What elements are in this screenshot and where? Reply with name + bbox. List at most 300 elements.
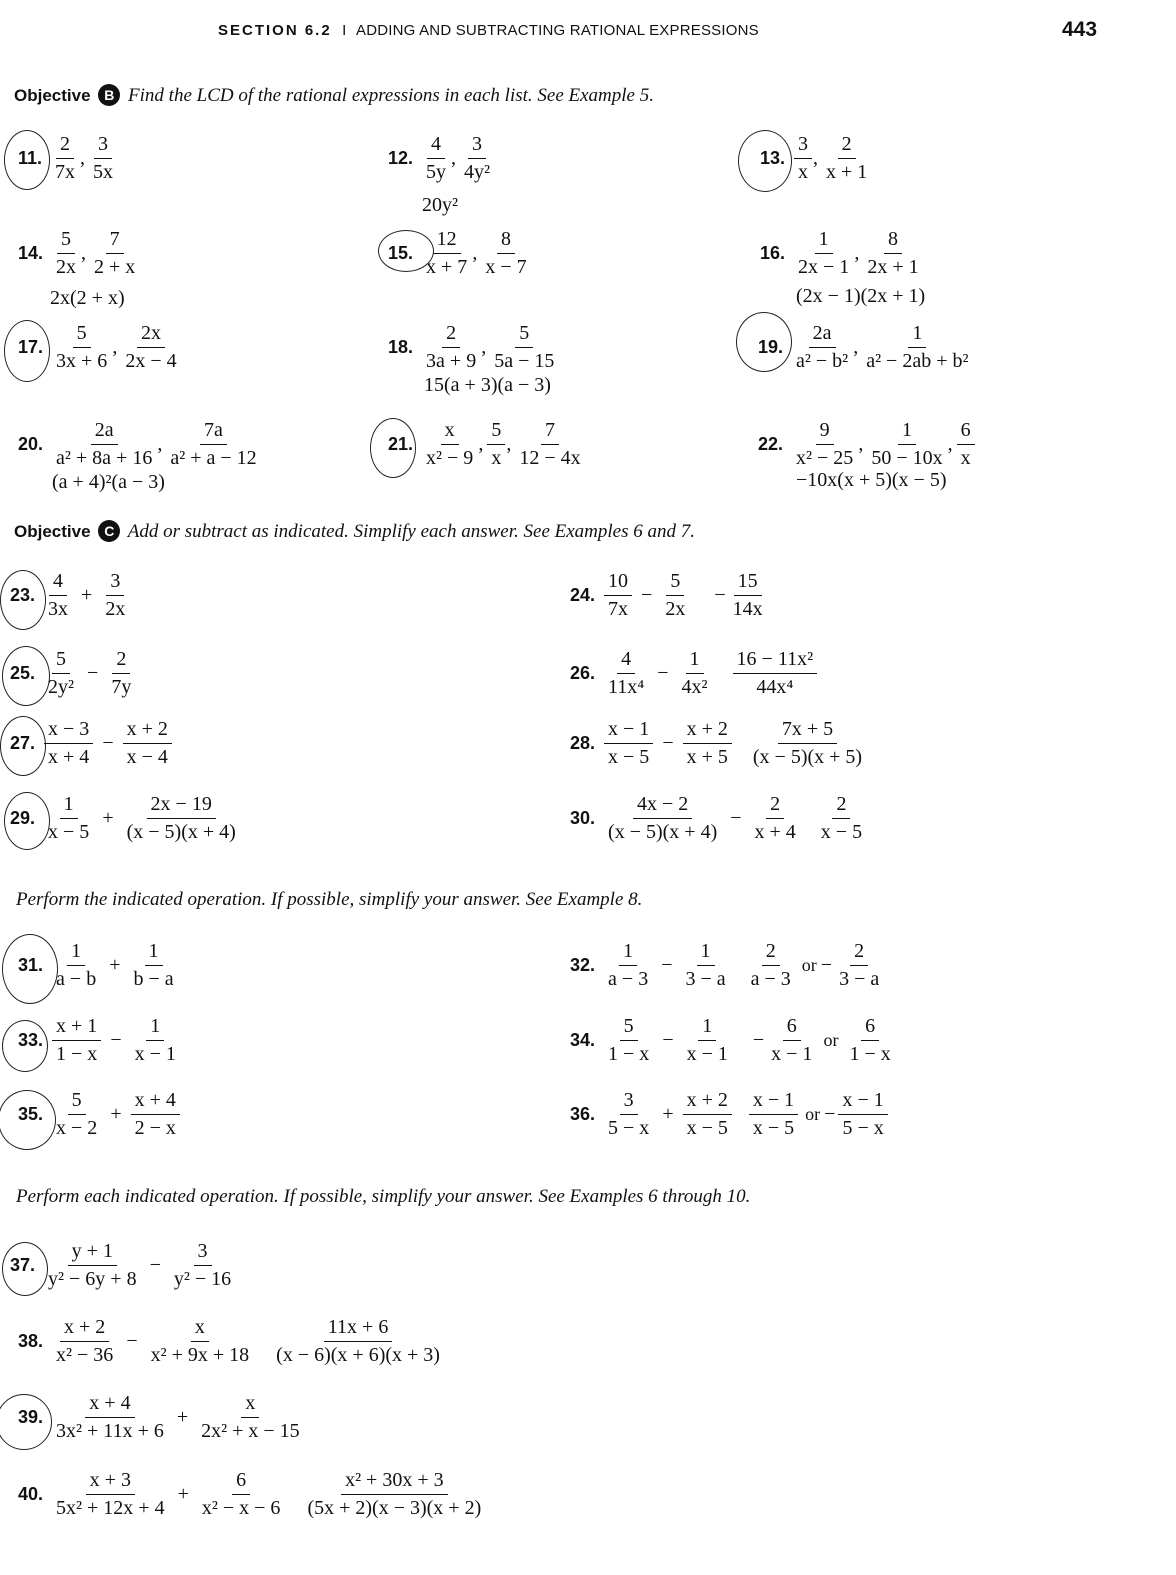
denominator: (x − 5)(x + 4) <box>126 821 236 843</box>
fraction <box>52 940 100 991</box>
fraction <box>862 322 972 373</box>
numerator: 2a <box>91 419 118 445</box>
comma: , <box>481 336 487 358</box>
fraction <box>170 1240 235 1291</box>
numerator: x + 2 <box>123 718 172 744</box>
numerator: 4 <box>427 133 445 159</box>
numerator: 6 <box>861 1015 879 1041</box>
numerator: 6 <box>783 1015 801 1041</box>
denominator: y² − 6y + 8 <box>48 1268 137 1290</box>
problem-number: 16. <box>760 243 786 263</box>
numerator: x + 4 <box>131 1089 180 1115</box>
running-header <box>218 22 759 39</box>
operator: − <box>662 732 674 754</box>
denominator: 5 − x <box>608 1117 650 1139</box>
problem-30 <box>570 793 869 844</box>
numerator: 6 <box>232 1469 250 1495</box>
numerator: 1 <box>67 940 85 966</box>
denominator: 3x² + 11x + 6 <box>56 1420 164 1442</box>
denominator: 4x² <box>681 676 708 698</box>
fraction <box>863 228 922 279</box>
fraction <box>661 570 689 621</box>
fraction <box>604 570 632 621</box>
problem-28 <box>570 718 869 769</box>
numerator: 4x − 2 <box>633 793 692 819</box>
denominator: 2x <box>56 256 77 278</box>
denominator: y² − 16 <box>173 1268 232 1290</box>
fraction <box>604 718 653 769</box>
answer-18: 15(a + 3)(a − 3) <box>424 374 551 396</box>
numerator: 7 <box>106 228 124 254</box>
numerator: 9 <box>816 419 834 445</box>
problem-26 <box>570 648 820 699</box>
header-divider: I <box>342 22 347 39</box>
problem-18 <box>388 322 561 373</box>
fraction <box>460 133 494 184</box>
operator: − <box>149 1254 161 1276</box>
numerator: 5 <box>487 419 505 445</box>
fraction <box>481 228 530 279</box>
problem-number: 39. <box>18 1407 44 1427</box>
denominator: a − 3 <box>750 968 791 990</box>
denominator: x <box>491 447 502 469</box>
fraction <box>129 940 177 991</box>
numerator: 5 <box>620 1015 638 1041</box>
operator: − <box>661 954 673 976</box>
denominator: 5y <box>426 161 447 183</box>
fraction <box>147 1316 254 1367</box>
problem-number: 24. <box>570 585 596 605</box>
fraction <box>52 1089 101 1140</box>
problem-number: 18. <box>388 337 414 357</box>
answer-14: 2x(2 + x) <box>50 287 125 309</box>
denominator: x + 1 <box>826 161 868 183</box>
problem-number: 33. <box>18 1030 44 1050</box>
fraction <box>123 793 240 844</box>
problem-number: 38. <box>18 1331 44 1351</box>
numerator: 2 <box>762 940 780 966</box>
fraction <box>515 419 584 470</box>
denominator: x − 2 <box>56 1117 98 1139</box>
numerator: 1 <box>908 322 926 348</box>
numerator: 10 <box>604 570 632 596</box>
numerator: x + 3 <box>86 1469 135 1495</box>
numerator: 7a <box>200 419 227 445</box>
fraction <box>490 322 558 373</box>
denominator: x² − 9 <box>426 447 474 469</box>
numerator: 2a <box>809 322 836 348</box>
numerator: 2 <box>442 322 460 348</box>
handwritten-circle <box>2 646 50 706</box>
denominator: x − 5 <box>686 1117 728 1139</box>
fraction <box>487 419 505 470</box>
fraction <box>197 1392 304 1443</box>
numerator: x² + 30x + 3 <box>341 1469 448 1495</box>
problem-32 <box>570 940 886 991</box>
operator: + <box>176 1406 189 1428</box>
denominator: a − b <box>56 968 97 990</box>
fraction <box>52 228 80 279</box>
numerator: 3 <box>94 133 112 159</box>
numerator: x <box>441 419 459 445</box>
operator: − <box>87 662 99 684</box>
denominator: 2x − 4 <box>125 350 177 372</box>
handwritten-circle <box>736 312 792 372</box>
problem-39 <box>18 1392 307 1443</box>
numerator: x − 1 <box>838 1089 887 1115</box>
fraction <box>422 322 480 373</box>
numerator: x + 4 <box>85 1392 134 1418</box>
numerator: 2x <box>137 322 165 348</box>
denominator: 5x² + 12x + 4 <box>56 1497 165 1519</box>
answer-fraction <box>303 1469 485 1520</box>
numerator: 3 <box>620 1089 638 1115</box>
numerator: 5 <box>666 570 684 596</box>
fraction <box>44 793 93 844</box>
operator: − <box>126 1330 138 1352</box>
fraction <box>794 228 853 279</box>
numerator: 2 <box>832 793 850 819</box>
handwritten-circle <box>2 1242 48 1296</box>
numerator: 4 <box>49 570 67 596</box>
numerator: 6 <box>957 419 975 445</box>
answer-16: (2x − 1)(2x + 1) <box>796 285 926 307</box>
problem-number: 27. <box>10 733 36 753</box>
handwritten-circle <box>0 716 46 776</box>
problem-34 <box>570 1015 898 1066</box>
fraction <box>604 793 721 844</box>
problem-number: 34. <box>570 1030 596 1050</box>
fraction <box>44 570 72 621</box>
fraction <box>683 718 732 769</box>
objective-badge: C <box>98 520 120 542</box>
denominator: x² − x − 6 <box>201 1497 281 1519</box>
fraction <box>131 1089 180 1140</box>
comma: , <box>858 433 864 455</box>
answer-fraction <box>749 718 866 769</box>
numerator: 2 <box>56 133 74 159</box>
operator: − <box>662 1029 674 1051</box>
section-number: SECTION 6.2 <box>218 22 332 39</box>
answer-sign: − <box>824 1103 836 1125</box>
denominator: 2x² + x − 15 <box>201 1420 300 1442</box>
answer-fraction <box>835 940 883 991</box>
operator: + <box>81 584 93 606</box>
denominator: 2x <box>665 598 686 620</box>
denominator: x + 4 <box>754 821 796 843</box>
answer-12: 20y² <box>422 194 458 216</box>
objective-label: Objective <box>14 522 91 541</box>
denominator: 2x + 1 <box>867 256 919 278</box>
handwritten-circle <box>738 130 792 192</box>
numerator: 1 <box>686 648 704 674</box>
fraction <box>681 940 729 991</box>
problem-21 <box>388 419 588 470</box>
comma: , <box>813 147 819 169</box>
operator: − <box>641 584 653 606</box>
operator: + <box>177 1483 189 1505</box>
denominator: x − 5 <box>820 821 863 843</box>
objective-text: Find the LCD of the rational expressions in each list. See Example 5. <box>128 85 654 106</box>
operator: + <box>662 1103 674 1125</box>
objective-text: Add or subtract as indicated. Simplify each answer. See Examples 6 and 7. <box>127 521 696 542</box>
denominator: 5x <box>93 161 114 183</box>
denominator: 3 − a <box>839 968 880 990</box>
denominator: a − 3 <box>608 968 649 990</box>
handwritten-circle <box>4 130 50 190</box>
denominator: b − a <box>133 968 174 990</box>
denominator: x² − 25 <box>796 447 854 469</box>
denominator: 2 + x <box>94 256 136 278</box>
numerator: x + 1 <box>52 1015 101 1041</box>
answer-sign: − <box>714 584 726 606</box>
denominator: 2y² <box>48 676 75 698</box>
fraction <box>131 1015 180 1066</box>
numerator: 2x − 19 <box>147 793 216 819</box>
operator: + <box>102 807 114 829</box>
numerator: 3 <box>794 133 812 159</box>
denominator: a² + a − 12 <box>170 447 257 469</box>
numerator: x − 3 <box>44 718 93 744</box>
denominator: 4y² <box>464 161 491 183</box>
denominator: 1 − x <box>56 1043 98 1065</box>
fraction <box>107 648 135 699</box>
denominator: 1 − x <box>849 1043 891 1065</box>
numerator: x <box>191 1316 209 1342</box>
answer-fraction <box>817 793 866 844</box>
numerator: 5 <box>57 228 75 254</box>
objective-badge: B <box>98 84 120 106</box>
comma: , <box>478 433 484 455</box>
fraction <box>44 718 93 769</box>
answer-fraction <box>767 1015 816 1066</box>
numerator: 11x + 6 <box>324 1316 393 1342</box>
problem-number: 37. <box>10 1255 36 1275</box>
fraction <box>794 133 812 184</box>
numerator: 3 <box>194 1240 212 1266</box>
fraction <box>121 322 180 373</box>
handwritten-circle <box>2 934 58 1004</box>
operator: − <box>657 662 669 684</box>
denominator: 3 − a <box>685 968 726 990</box>
fraction <box>52 322 111 373</box>
problem-40 <box>18 1469 488 1520</box>
fraction <box>101 570 129 621</box>
denominator: 2 − x <box>134 1117 176 1139</box>
numerator: 2 <box>850 940 868 966</box>
section-title: ADDING AND SUBTRACTING RATIONAL EXPRESSIONS <box>356 22 759 39</box>
numerator: 1 <box>815 228 833 254</box>
denominator: 2x <box>105 598 126 620</box>
comma: , <box>157 433 163 455</box>
fraction <box>51 133 79 184</box>
numerator: 1 <box>697 940 715 966</box>
or-text: or <box>801 955 817 975</box>
numerator: 7 <box>541 419 559 445</box>
denominator: 7y <box>111 676 132 698</box>
comma: , <box>80 147 86 169</box>
fraction <box>604 1015 653 1066</box>
numerator: x + 2 <box>60 1316 109 1342</box>
problem-number: 22. <box>758 434 784 454</box>
denominator: 3a + 9 <box>426 350 477 372</box>
fraction <box>678 648 712 699</box>
denominator: (x − 5)(x + 4) <box>608 821 718 843</box>
fraction <box>683 1015 732 1066</box>
fraction <box>422 133 450 184</box>
fraction <box>52 419 156 470</box>
denominator: x² − 36 <box>56 1344 114 1366</box>
denominator: a² + 8a + 16 <box>56 447 153 469</box>
denominator: 5 − x <box>842 1117 884 1139</box>
denominator: x <box>960 447 971 469</box>
problem-38 <box>18 1316 447 1367</box>
numerator: 2 <box>838 133 856 159</box>
fraction <box>52 1392 168 1443</box>
answer-fraction <box>733 648 818 699</box>
problem-number: 40. <box>18 1484 44 1504</box>
operator: − <box>110 1029 122 1051</box>
problem-number: 11. <box>18 148 43 168</box>
objective-b-heading <box>14 84 654 107</box>
operator: + <box>110 1103 122 1125</box>
objective-c-heading <box>14 520 695 543</box>
denominator: x − 1 <box>686 1043 728 1065</box>
denominator: 3x <box>48 598 69 620</box>
numerator: y + 1 <box>68 1240 117 1266</box>
problem-number: 36. <box>570 1104 596 1124</box>
numerator: 4 <box>617 648 635 674</box>
fraction <box>822 133 871 184</box>
numerator: 7x + 5 <box>778 718 837 744</box>
answer-fraction <box>272 1316 444 1367</box>
problem-number: 25. <box>10 663 36 683</box>
instruction-example-8: Perform the indicated operation. If possible, simplify your answer. See Example 8. <box>16 889 643 910</box>
numerator: 12 <box>433 228 461 254</box>
denominator: x − 1 <box>771 1043 813 1065</box>
denominator: a² − 2ab + b² <box>866 350 969 372</box>
denominator: 44x⁴ <box>756 676 794 698</box>
problem-20 <box>18 419 264 470</box>
problem-number: 17. <box>18 337 44 357</box>
numerator: 8 <box>497 228 515 254</box>
problem-number: 32. <box>570 955 596 975</box>
fraction <box>52 1316 117 1367</box>
answer-22: −10x(x + 5)(x − 5) <box>796 469 947 491</box>
numerator: 1 <box>619 940 637 966</box>
denominator: 12 − 4x <box>519 447 581 469</box>
numerator: 8 <box>884 228 902 254</box>
denominator: x² + 9x + 18 <box>150 1344 250 1366</box>
comma: , <box>854 242 860 264</box>
denominator: x − 7 <box>485 256 527 278</box>
problem-number: 31. <box>18 955 44 975</box>
denominator: 5a − 15 <box>494 350 555 372</box>
fraction <box>52 1469 169 1520</box>
problem-number: 21. <box>388 434 414 454</box>
numerator: 16 − 11x² <box>733 648 818 674</box>
problem-number: 35. <box>18 1104 44 1124</box>
numerator: 5 <box>73 322 91 348</box>
answer-sign: − <box>820 954 833 976</box>
handwritten-circle <box>4 792 50 850</box>
problem-14 <box>18 228 142 279</box>
fraction <box>604 1089 653 1140</box>
denominator: x − 5 <box>752 1117 795 1139</box>
denominator: x − 5 <box>608 746 650 768</box>
denominator: (x − 6)(x + 6)(x + 3) <box>276 1344 440 1366</box>
answer-fraction <box>747 940 795 991</box>
numerator: 1 <box>60 793 78 819</box>
denominator: x + 5 <box>686 746 728 768</box>
handwritten-circle <box>370 418 416 478</box>
denominator: x + 4 <box>48 746 90 768</box>
objective-label: Objective <box>14 86 91 105</box>
or-text: or <box>823 1030 839 1050</box>
answer-sign: − <box>752 1029 765 1051</box>
operator: − <box>730 807 742 829</box>
problem-number: 28. <box>570 733 596 753</box>
fraction <box>44 1240 141 1291</box>
numerator: x <box>241 1392 259 1418</box>
numerator: 3 <box>468 133 486 159</box>
problem-24 <box>570 570 770 621</box>
handwritten-circle <box>0 570 46 630</box>
fraction <box>123 718 172 769</box>
problem-number: 20. <box>18 434 44 454</box>
numerator: 3 <box>106 570 124 596</box>
problem-number: 14. <box>18 243 44 263</box>
answer-fraction <box>838 1089 887 1140</box>
comma: , <box>112 336 118 358</box>
denominator: 7x <box>608 598 629 620</box>
numerator: 5 <box>68 1089 86 1115</box>
numerator: x + 2 <box>683 718 732 744</box>
instruction-examples-6-10: Perform each indicated operation. If possible, simplify your answer. See Examples 6 through 10. <box>16 1186 751 1207</box>
denominator: (x − 5)(x + 5) <box>752 746 863 768</box>
fraction <box>89 133 117 184</box>
numerator: 2 <box>112 648 130 674</box>
numerator: 5 <box>515 322 533 348</box>
denominator: x − 1 <box>134 1043 176 1065</box>
numerator: x − 1 <box>749 1089 798 1115</box>
fraction <box>604 940 652 991</box>
problem-22 <box>758 419 978 470</box>
comma: , <box>853 336 859 358</box>
denominator: 50 − 10x <box>871 447 943 469</box>
handwritten-circle <box>378 230 434 272</box>
or-text: or <box>805 1104 821 1124</box>
fraction <box>867 419 946 470</box>
problem-16 <box>760 228 926 279</box>
denominator: 14x <box>732 598 763 620</box>
numerator: 1 <box>698 1015 716 1041</box>
denominator: x <box>798 161 809 183</box>
fraction <box>198 1469 285 1520</box>
handwritten-circle <box>2 1020 48 1072</box>
fraction <box>52 1015 101 1066</box>
problem-number: 19. <box>758 337 784 357</box>
answer-fraction <box>845 1015 894 1066</box>
denominator: (5x + 2)(x − 3)(x + 2) <box>307 1497 482 1519</box>
denominator: x + 7 <box>426 256 468 278</box>
comma: , <box>81 242 87 264</box>
problem-number: 26. <box>570 663 596 683</box>
problem-number: 30. <box>570 808 596 828</box>
numerator: 5 <box>52 648 70 674</box>
handwritten-circle <box>0 1090 56 1150</box>
fraction <box>683 1089 732 1140</box>
